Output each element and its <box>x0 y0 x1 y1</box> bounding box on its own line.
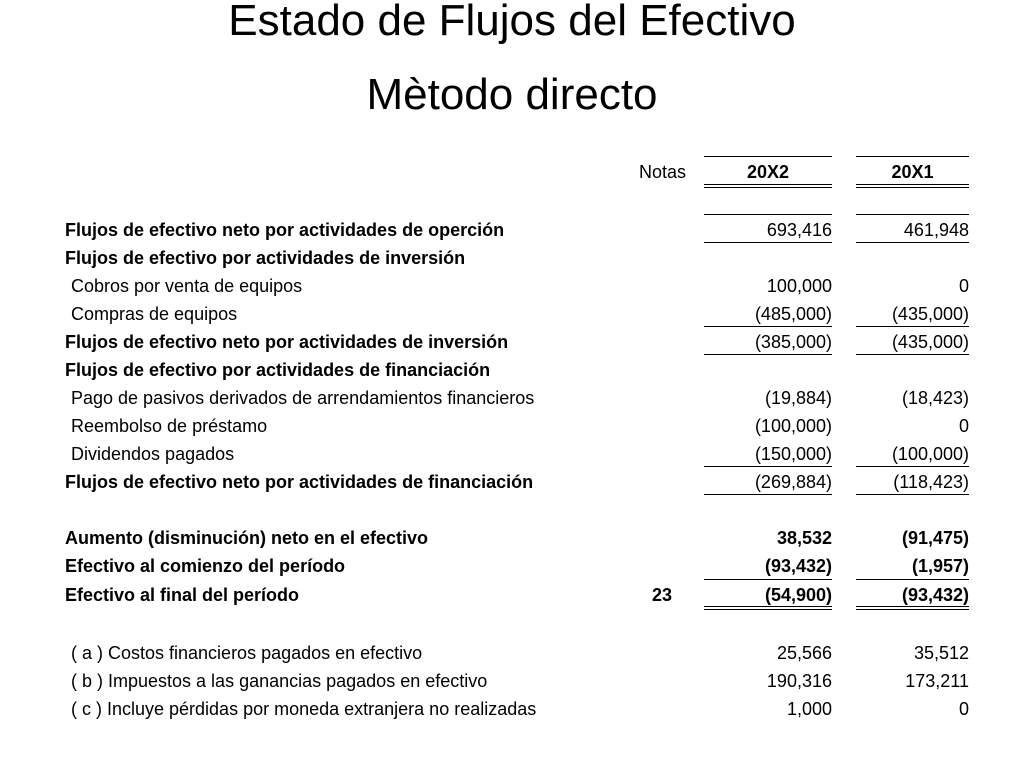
rule-below-inversion-total-20x2 <box>704 354 832 355</box>
amount-20x1: (91,475) <box>901 528 969 548</box>
rule-above-inversion-total-20x1 <box>856 326 969 327</box>
amount-20x2: (485,000) <box>754 304 832 324</box>
table-row <box>0 468 1024 496</box>
rule-final-double-20x1-b <box>856 609 969 610</box>
amount-20x2: 693,416 <box>766 220 832 240</box>
amount-20x1: (1,957) <box>911 556 969 576</box>
amount-20x2: 25,566 <box>776 643 832 663</box>
amount-20x2: (385,000) <box>754 332 832 352</box>
amount-20x1: 173,211 <box>905 671 969 691</box>
table-row <box>0 356 1024 384</box>
amount-20x2: (269,884) <box>754 472 832 492</box>
rule-above-final-20x2 <box>704 579 832 580</box>
row-label: Compras de equipos <box>71 304 238 324</box>
amount-20x1: 35,512 <box>913 643 969 663</box>
rule-below-operation-20x1 <box>856 242 969 243</box>
amount-20x2: (54,900) <box>764 585 832 605</box>
row-label: Efectivo al comienzo del período <box>65 556 346 576</box>
row-label: Flujos de efectivo neto por actividades de financiación <box>65 472 534 492</box>
rule-below-financiacion-total-20x1 <box>856 494 969 495</box>
rule-final-double-20x2-a <box>704 606 832 607</box>
table-row <box>0 244 1024 272</box>
amount-20x1: (100,000) <box>891 444 969 464</box>
table-row <box>0 639 1024 667</box>
table-row <box>0 300 1024 328</box>
table-row <box>0 328 1024 356</box>
rule-below-inversion-total-20x1 <box>856 354 969 355</box>
row-label: Flujos de efectivo por actividades de financiación <box>65 360 491 380</box>
rule-above-financiacion-total-20x1 <box>856 466 969 467</box>
rule-above-financiacion-total-20x2 <box>704 466 832 467</box>
table-row <box>0 552 1024 580</box>
amount-20x2: (19,884) <box>764 388 832 408</box>
table-row <box>0 695 1024 723</box>
rule-header-20x2-a <box>704 184 832 185</box>
amount-20x2: (100,000) <box>754 416 832 436</box>
rule-below-operation-20x2 <box>704 242 832 243</box>
table-row <box>0 272 1024 300</box>
table-row <box>0 440 1024 468</box>
row-label: ( b ) Impuestos a las ganancias pagados en efectivo <box>71 671 488 691</box>
amount-20x2: (150,000) <box>754 444 832 464</box>
row-label: Flujos de efectivo por actividades de inversión <box>65 248 466 268</box>
table-row <box>0 384 1024 412</box>
amount-20x1: 461,948 <box>903 220 969 240</box>
row-label: Reembolso de préstamo <box>71 416 268 436</box>
amount-20x1: 0 <box>958 699 969 719</box>
row-label: Flujos de efectivo neto por actividades de inversión <box>65 332 509 352</box>
notes-column-header: Notas <box>638 162 686 182</box>
table-row <box>0 581 1024 609</box>
row-label: Efectivo al final del período <box>65 585 300 605</box>
amount-20x1: (18,423) <box>901 388 969 408</box>
year-current-column-header: 20X2 <box>746 162 790 182</box>
table-row <box>0 524 1024 552</box>
amount-20x1: (118,423) <box>893 472 969 492</box>
rule-above-inversion-total-20x2 <box>704 326 832 327</box>
rule-final-double-20x1-a <box>856 606 969 607</box>
table-row <box>0 412 1024 440</box>
amount-20x2: 100,000 <box>766 276 832 296</box>
rule-above-final-20x1 <box>856 579 969 580</box>
rule-header-20x1-b <box>856 187 969 188</box>
row-label: Cobros por venta de equipos <box>71 276 303 296</box>
slide-title-line-1: Estado de Flujos del Efectivo <box>228 0 796 45</box>
amount-20x1: 0 <box>958 416 969 436</box>
rule-above-operation-20x1 <box>856 214 969 215</box>
row-label: Flujos de efectivo neto por actividades de operción <box>65 220 505 240</box>
rule-header-20x1-a <box>856 184 969 185</box>
row-label: Aumento (disminución) neto en el efectivo <box>65 528 429 548</box>
slide-title-line-2: Mètodo directo <box>366 70 658 119</box>
amount-20x1: (435,000) <box>891 332 969 352</box>
amount-20x2: 190,316 <box>766 671 832 691</box>
year-prior-column-header: 20X1 <box>891 162 934 182</box>
row-label: Pago de pasivos derivados de arrendamientos financieros <box>71 388 535 408</box>
amount-20x1: (93,432) <box>901 585 969 605</box>
rule-above-operation-20x2 <box>704 214 832 215</box>
row-label: ( a ) Costos financieros pagados en efectivo <box>71 643 423 663</box>
amount-20x2: 1,000 <box>786 699 832 719</box>
row-label: Dividendos pagados <box>71 444 235 464</box>
rule-header-20x2-b <box>704 187 832 188</box>
amount-20x2: 38,532 <box>776 528 832 548</box>
table-row <box>0 667 1024 695</box>
rule-top-20x1 <box>856 156 969 157</box>
table-row <box>0 216 1024 244</box>
amount-20x2: (93,432) <box>764 556 832 576</box>
rule-final-double-20x2-b <box>704 609 832 610</box>
header-row <box>0 158 1024 186</box>
note-reference: 23 <box>651 585 672 605</box>
rule-below-financiacion-total-20x2 <box>704 494 832 495</box>
amount-20x1: (435,000) <box>891 304 969 324</box>
amount-20x1: 0 <box>958 276 969 296</box>
row-label: ( c ) Incluye pérdidas por moneda extranjera no realizadas <box>71 699 537 719</box>
rule-top-20x2 <box>704 156 832 157</box>
